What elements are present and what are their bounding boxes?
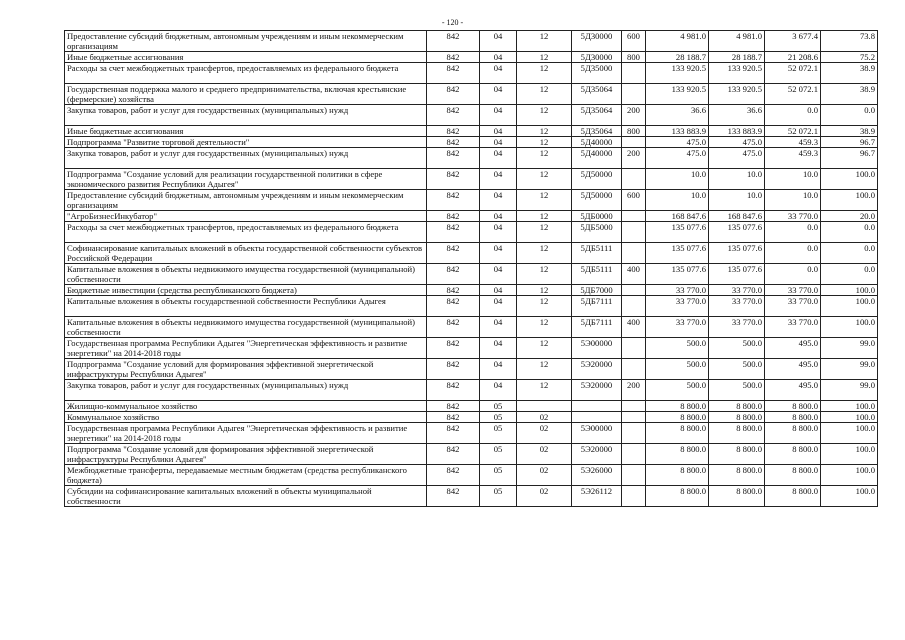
grbs-code-cell: 842 xyxy=(427,412,480,423)
expense-type-cell xyxy=(622,486,646,507)
execution-percent-cell: 20.0 xyxy=(821,211,878,222)
executed-amount-cell: 3 677.4 xyxy=(765,31,821,52)
subsection-code-cell: 12 xyxy=(517,359,572,380)
grbs-code-cell: 842 xyxy=(427,423,480,444)
expense-type-cell xyxy=(622,211,646,222)
executed-amount-cell: 52 072.1 xyxy=(765,84,821,105)
target-article-cell: 5Д30000 xyxy=(572,31,622,52)
execution-percent-cell: 0.0 xyxy=(821,105,878,126)
grbs-code-cell: 842 xyxy=(427,84,480,105)
plan-amount-cell: 10.0 xyxy=(646,190,709,211)
expense-type-cell: 400 xyxy=(622,317,646,338)
expense-type-cell: 600 xyxy=(622,31,646,52)
target-article-cell: 5ДБ5000 xyxy=(572,222,622,243)
expense-type-cell xyxy=(622,359,646,380)
grbs-code-cell: 842 xyxy=(427,126,480,137)
approved-amount-cell: 168 847.6 xyxy=(709,211,765,222)
row-name-cell: Капитальные вложения в объекты государственной собственности Республики Адыгея xyxy=(65,296,427,317)
executed-amount-cell: 8 800.0 xyxy=(765,412,821,423)
target-article-cell: 5Э00000 xyxy=(572,423,622,444)
table-row xyxy=(65,243,878,264)
approved-amount-cell: 500.0 xyxy=(709,338,765,359)
executed-amount-cell: 8 800.0 xyxy=(765,486,821,507)
expense-type-cell xyxy=(622,338,646,359)
row-name-cell: Капитальные вложения в объекты недвижимого имущества государственной (муниципальной) собственности xyxy=(65,317,427,338)
grbs-code-cell: 842 xyxy=(427,190,480,211)
subsection-code-cell: 12 xyxy=(517,63,572,84)
row-name-cell: Подпрограмма "Создание условий для реализации государственной политики в сфере экономического развития Республики Адыгея" xyxy=(65,169,427,190)
section-code-cell: 04 xyxy=(480,63,517,84)
subsection-code-cell: 12 xyxy=(517,222,572,243)
execution-percent-cell: 0.0 xyxy=(821,243,878,264)
subsection-code-cell: 12 xyxy=(517,211,572,222)
plan-amount-cell: 133 883.9 xyxy=(646,126,709,137)
plan-amount-cell: 8 800.0 xyxy=(646,401,709,412)
section-code-cell: 05 xyxy=(480,444,517,465)
subsection-code-cell: 12 xyxy=(517,148,572,169)
plan-amount-cell: 10.0 xyxy=(646,169,709,190)
executed-amount-cell: 0.0 xyxy=(765,243,821,264)
expense-type-cell xyxy=(622,137,646,148)
table-row xyxy=(65,63,878,84)
expense-type-cell: 800 xyxy=(622,126,646,137)
execution-percent-cell: 100.0 xyxy=(821,465,878,486)
approved-amount-cell: 10.0 xyxy=(709,190,765,211)
plan-amount-cell: 36.6 xyxy=(646,105,709,126)
expense-type-cell xyxy=(622,285,646,296)
target-article-cell: 5Э20000 xyxy=(572,359,622,380)
table-row xyxy=(65,412,878,423)
subsection-code-cell: 12 xyxy=(517,264,572,285)
executed-amount-cell: 495.0 xyxy=(765,380,821,401)
approved-amount-cell: 8 800.0 xyxy=(709,444,765,465)
approved-amount-cell: 133 920.5 xyxy=(709,63,765,84)
expense-type-cell xyxy=(622,401,646,412)
approved-amount-cell: 8 800.0 xyxy=(709,412,765,423)
table-row xyxy=(65,105,878,126)
section-code-cell: 04 xyxy=(480,338,517,359)
row-name-cell: Жилищно-коммунальное хозяйство xyxy=(65,401,427,412)
table-row xyxy=(65,401,878,412)
table-row xyxy=(65,84,878,105)
plan-amount-cell: 8 800.0 xyxy=(646,465,709,486)
plan-amount-cell: 133 920.5 xyxy=(646,84,709,105)
plan-amount-cell: 8 800.0 xyxy=(646,444,709,465)
grbs-code-cell: 842 xyxy=(427,148,480,169)
grbs-code-cell: 842 xyxy=(427,285,480,296)
plan-amount-cell: 8 800.0 xyxy=(646,423,709,444)
subsection-code-cell: 02 xyxy=(517,412,572,423)
subsection-code-cell: 12 xyxy=(517,169,572,190)
approved-amount-cell: 4 981.0 xyxy=(709,31,765,52)
table-row xyxy=(65,211,878,222)
subsection-code-cell: 12 xyxy=(517,296,572,317)
target-article-cell: 5Д50000 xyxy=(572,190,622,211)
grbs-code-cell: 842 xyxy=(427,465,480,486)
subsection-code-cell: 12 xyxy=(517,380,572,401)
subsection-code-cell: 12 xyxy=(517,243,572,264)
table-row xyxy=(65,444,878,465)
target-article-cell: 5ДБ5111 xyxy=(572,264,622,285)
row-name-cell: Иные бюджетные ассигнования xyxy=(65,52,427,63)
approved-amount-cell: 475.0 xyxy=(709,148,765,169)
target-article-cell: 5ДБ7111 xyxy=(572,317,622,338)
plan-amount-cell: 475.0 xyxy=(646,137,709,148)
grbs-code-cell: 842 xyxy=(427,105,480,126)
executed-amount-cell: 0.0 xyxy=(765,105,821,126)
target-article-cell: 5Э00000 xyxy=(572,338,622,359)
target-article-cell: 5Э20000 xyxy=(572,380,622,401)
table-row xyxy=(65,222,878,243)
executed-amount-cell: 459.3 xyxy=(765,148,821,169)
table-row xyxy=(65,486,878,507)
table-row xyxy=(65,31,878,52)
target-article-cell: 5ДБ5111 xyxy=(572,243,622,264)
table-row xyxy=(65,148,878,169)
executed-amount-cell: 33 770.0 xyxy=(765,317,821,338)
approved-amount-cell: 135 077.6 xyxy=(709,243,765,264)
table-row xyxy=(65,380,878,401)
approved-amount-cell: 8 800.0 xyxy=(709,486,765,507)
section-code-cell: 04 xyxy=(480,190,517,211)
approved-amount-cell: 36.6 xyxy=(709,105,765,126)
grbs-code-cell: 842 xyxy=(427,444,480,465)
section-code-cell: 04 xyxy=(480,105,517,126)
grbs-code-cell: 842 xyxy=(427,52,480,63)
subsection-code-cell: 12 xyxy=(517,137,572,148)
subsection-code-cell: 12 xyxy=(517,338,572,359)
expense-type-cell xyxy=(622,243,646,264)
target-article-cell: 5ДБ0000 xyxy=(572,211,622,222)
section-code-cell: 04 xyxy=(480,31,517,52)
plan-amount-cell: 135 077.6 xyxy=(646,264,709,285)
section-code-cell: 04 xyxy=(480,169,517,190)
row-name-cell: Подпрограмма "Создание условий для формирования эффективной энергетической инфраструктуры Республики Адыгея" xyxy=(65,359,427,380)
executed-amount-cell: 0.0 xyxy=(765,222,821,243)
section-code-cell: 04 xyxy=(480,380,517,401)
target-article-cell: 5Д40000 xyxy=(572,148,622,169)
expense-type-cell: 200 xyxy=(622,105,646,126)
grbs-code-cell: 842 xyxy=(427,317,480,338)
section-code-cell: 05 xyxy=(480,401,517,412)
section-code-cell: 04 xyxy=(480,222,517,243)
execution-percent-cell: 100.0 xyxy=(821,317,878,338)
subsection-code-cell: 12 xyxy=(517,52,572,63)
executed-amount-cell: 8 800.0 xyxy=(765,401,821,412)
approved-amount-cell: 475.0 xyxy=(709,137,765,148)
execution-percent-cell: 99.0 xyxy=(821,380,878,401)
expense-type-cell: 200 xyxy=(622,148,646,169)
expense-type-cell: 200 xyxy=(622,380,646,401)
plan-amount-cell: 33 770.0 xyxy=(646,317,709,338)
grbs-code-cell: 842 xyxy=(427,169,480,190)
row-name-cell: Предоставление субсидий бюджетным, автономным учреждениям и иным некоммерческим организациям xyxy=(65,190,427,211)
section-code-cell: 05 xyxy=(480,465,517,486)
expense-type-cell xyxy=(622,423,646,444)
approved-amount-cell: 28 188.7 xyxy=(709,52,765,63)
plan-amount-cell: 168 847.6 xyxy=(646,211,709,222)
executed-amount-cell: 10.0 xyxy=(765,169,821,190)
table-row xyxy=(65,317,878,338)
executed-amount-cell: 0.0 xyxy=(765,264,821,285)
approved-amount-cell: 133 883.9 xyxy=(709,126,765,137)
table-row xyxy=(65,359,878,380)
row-name-cell: Межбюджетные трансферты, передаваемые местным бюджетам (средства республиканского бюджета) xyxy=(65,465,427,486)
approved-amount-cell: 33 770.0 xyxy=(709,296,765,317)
table-row xyxy=(65,285,878,296)
execution-percent-cell: 99.0 xyxy=(821,359,878,380)
execution-percent-cell: 73.8 xyxy=(821,31,878,52)
execution-percent-cell: 38.9 xyxy=(821,126,878,137)
grbs-code-cell: 842 xyxy=(427,401,480,412)
approved-amount-cell: 500.0 xyxy=(709,380,765,401)
plan-amount-cell: 135 077.6 xyxy=(646,243,709,264)
approved-amount-cell: 8 800.0 xyxy=(709,401,765,412)
table-row xyxy=(65,190,878,211)
approved-amount-cell: 500.0 xyxy=(709,359,765,380)
section-code-cell: 05 xyxy=(480,423,517,444)
target-article-cell: 5Д50000 xyxy=(572,169,622,190)
row-name-cell: Государственная программа Республики Адыгея "Энергетическая эффективность и развитие энергетики" на 2014-2018 годы xyxy=(65,423,427,444)
section-code-cell: 04 xyxy=(480,211,517,222)
executed-amount-cell: 8 800.0 xyxy=(765,465,821,486)
executed-amount-cell: 33 770.0 xyxy=(765,211,821,222)
subsection-code-cell: 02 xyxy=(517,486,572,507)
table-row xyxy=(65,264,878,285)
target-article-cell: 5Д30000 xyxy=(572,52,622,63)
section-code-cell: 04 xyxy=(480,148,517,169)
table-row xyxy=(65,423,878,444)
section-code-cell: 04 xyxy=(480,126,517,137)
executed-amount-cell: 10.0 xyxy=(765,190,821,211)
execution-percent-cell: 75.2 xyxy=(821,52,878,63)
executed-amount-cell: 495.0 xyxy=(765,359,821,380)
plan-amount-cell: 33 770.0 xyxy=(646,296,709,317)
section-code-cell: 04 xyxy=(480,243,517,264)
section-code-cell: 04 xyxy=(480,137,517,148)
subsection-code-cell: 12 xyxy=(517,105,572,126)
grbs-code-cell: 842 xyxy=(427,264,480,285)
row-name-cell: Закупка товаров, работ и услуг для государственных (муниципальных) нужд xyxy=(65,148,427,169)
table-row xyxy=(65,296,878,317)
table-row xyxy=(65,137,878,148)
approved-amount-cell: 135 077.6 xyxy=(709,222,765,243)
row-name-cell: Подпрограмма "Создание условий для формирования эффективной энергетической инфраструктуры Республики Адыгея" xyxy=(65,444,427,465)
section-code-cell: 04 xyxy=(480,52,517,63)
subsection-code-cell: 02 xyxy=(517,465,572,486)
executed-amount-cell: 52 072.1 xyxy=(765,63,821,84)
target-article-cell: 5Э20000 xyxy=(572,444,622,465)
table-row xyxy=(65,338,878,359)
plan-amount-cell: 8 800.0 xyxy=(646,412,709,423)
executed-amount-cell: 459.3 xyxy=(765,137,821,148)
subsection-code-cell xyxy=(517,401,572,412)
row-name-cell: Государственная программа Республики Адыгея "Энергетическая эффективность и развитие энергетики" на 2014-2018 годы xyxy=(65,338,427,359)
approved-amount-cell: 33 770.0 xyxy=(709,285,765,296)
expense-type-cell: 600 xyxy=(622,190,646,211)
execution-percent-cell: 100.0 xyxy=(821,401,878,412)
target-article-cell: 5ДБ7111 xyxy=(572,296,622,317)
row-name-cell: Закупка товаров, работ и услуг для государственных (муниципальных) нужд xyxy=(65,380,427,401)
grbs-code-cell: 842 xyxy=(427,380,480,401)
row-name-cell: Иные бюджетные ассигнования xyxy=(65,126,427,137)
execution-percent-cell: 100.0 xyxy=(821,190,878,211)
row-name-cell: Подпрограмма "Развитие торговой деятельности" xyxy=(65,137,427,148)
section-code-cell: 05 xyxy=(480,412,517,423)
grbs-code-cell: 842 xyxy=(427,486,480,507)
grbs-code-cell: 842 xyxy=(427,222,480,243)
target-article-cell xyxy=(572,412,622,423)
row-name-cell: Коммунальное хозяйство xyxy=(65,412,427,423)
row-name-cell: Бюджетные инвестиции (средства республиканского бюджета) xyxy=(65,285,427,296)
subsection-code-cell: 12 xyxy=(517,285,572,296)
grbs-code-cell: 842 xyxy=(427,63,480,84)
grbs-code-cell: 842 xyxy=(427,338,480,359)
approved-amount-cell: 133 920.5 xyxy=(709,84,765,105)
expense-type-cell xyxy=(622,412,646,423)
section-code-cell: 04 xyxy=(480,264,517,285)
execution-percent-cell: 96.7 xyxy=(821,137,878,148)
target-article-cell xyxy=(572,401,622,412)
approved-amount-cell: 135 077.6 xyxy=(709,264,765,285)
row-name-cell: Закупка товаров, работ и услуг для государственных (муниципальных) нужд xyxy=(65,105,427,126)
subsection-code-cell: 02 xyxy=(517,444,572,465)
grbs-code-cell: 842 xyxy=(427,137,480,148)
subsection-code-cell: 12 xyxy=(517,84,572,105)
executed-amount-cell: 8 800.0 xyxy=(765,444,821,465)
execution-percent-cell: 38.9 xyxy=(821,84,878,105)
grbs-code-cell: 842 xyxy=(427,31,480,52)
executed-amount-cell: 21 208.6 xyxy=(765,52,821,63)
target-article-cell: 5Д35064 xyxy=(572,105,622,126)
execution-percent-cell: 38.9 xyxy=(821,63,878,84)
execution-percent-cell: 100.0 xyxy=(821,285,878,296)
expense-type-cell xyxy=(622,444,646,465)
plan-amount-cell: 500.0 xyxy=(646,359,709,380)
expense-type-cell xyxy=(622,169,646,190)
execution-percent-cell: 99.0 xyxy=(821,338,878,359)
table-row xyxy=(65,52,878,63)
grbs-code-cell: 842 xyxy=(427,359,480,380)
executed-amount-cell: 52 072.1 xyxy=(765,126,821,137)
target-article-cell: 5Д40000 xyxy=(572,137,622,148)
row-name-cell: Расходы за счет межбюджетных трансфертов, предоставляемых из федерального бюджета xyxy=(65,63,427,84)
execution-percent-cell: 100.0 xyxy=(821,296,878,317)
plan-amount-cell: 500.0 xyxy=(646,380,709,401)
plan-amount-cell: 135 077.6 xyxy=(646,222,709,243)
execution-percent-cell: 0.0 xyxy=(821,264,878,285)
target-article-cell: 5ДБ7000 xyxy=(572,285,622,296)
executed-amount-cell: 33 770.0 xyxy=(765,285,821,296)
subsection-code-cell: 12 xyxy=(517,190,572,211)
plan-amount-cell: 8 800.0 xyxy=(646,486,709,507)
row-name-cell: Государственная поддержка малого и среднего предпринимательства, включая крестьянские (фермерские) хозяйства xyxy=(65,84,427,105)
grbs-code-cell: 842 xyxy=(427,296,480,317)
target-article-cell: 5Д35000 xyxy=(572,63,622,84)
table-row xyxy=(65,126,878,137)
execution-percent-cell: 100.0 xyxy=(821,444,878,465)
execution-percent-cell: 96.7 xyxy=(821,148,878,169)
execution-percent-cell: 100.0 xyxy=(821,423,878,444)
approved-amount-cell: 33 770.0 xyxy=(709,317,765,338)
executed-amount-cell: 33 770.0 xyxy=(765,296,821,317)
target-article-cell: 5Д35064 xyxy=(572,84,622,105)
table-row xyxy=(65,465,878,486)
plan-amount-cell: 475.0 xyxy=(646,148,709,169)
expense-type-cell xyxy=(622,296,646,317)
row-name-cell: Предоставление субсидий бюджетным, автономным учреждениям и иным некоммерческим организациям xyxy=(65,31,427,52)
executed-amount-cell: 8 800.0 xyxy=(765,423,821,444)
section-code-cell: 04 xyxy=(480,296,517,317)
expense-type-cell: 400 xyxy=(622,264,646,285)
section-code-cell: 04 xyxy=(480,285,517,296)
expense-type-cell: 800 xyxy=(622,52,646,63)
subsection-code-cell: 12 xyxy=(517,317,572,338)
approved-amount-cell: 8 800.0 xyxy=(709,423,765,444)
target-article-cell: 5Д35064 xyxy=(572,126,622,137)
grbs-code-cell: 842 xyxy=(427,211,480,222)
expense-type-cell xyxy=(622,465,646,486)
target-article-cell: 5Э26112 xyxy=(572,486,622,507)
execution-percent-cell: 0.0 xyxy=(821,222,878,243)
plan-amount-cell: 4 981.0 xyxy=(646,31,709,52)
executed-amount-cell: 495.0 xyxy=(765,338,821,359)
row-name-cell: Субсидии на софинансирование капитальных вложений в объекты муниципальной собственности xyxy=(65,486,427,507)
subsection-code-cell: 02 xyxy=(517,423,572,444)
table-row xyxy=(65,169,878,190)
budget-table xyxy=(64,30,878,507)
execution-percent-cell: 100.0 xyxy=(821,412,878,423)
target-article-cell: 5Э26000 xyxy=(572,465,622,486)
execution-percent-cell: 100.0 xyxy=(821,169,878,190)
execution-percent-cell: 100.0 xyxy=(821,486,878,507)
plan-amount-cell: 500.0 xyxy=(646,338,709,359)
expense-type-cell xyxy=(622,84,646,105)
section-code-cell: 05 xyxy=(480,486,517,507)
plan-amount-cell: 28 188.7 xyxy=(646,52,709,63)
expense-type-cell xyxy=(622,63,646,84)
grbs-code-cell: 842 xyxy=(427,243,480,264)
row-name-cell: Софинансирование капитальных вложений в объекты государственной собственности субъектов Российской Федерации xyxy=(65,243,427,264)
subsection-code-cell: 12 xyxy=(517,126,572,137)
section-code-cell: 04 xyxy=(480,84,517,105)
section-code-cell: 04 xyxy=(480,317,517,338)
row-name-cell: "АгроБизнесИнкубатор" xyxy=(65,211,427,222)
page-number: - 120 - xyxy=(441,18,464,27)
subsection-code-cell: 12 xyxy=(517,31,572,52)
plan-amount-cell: 133 920.5 xyxy=(646,63,709,84)
section-code-cell: 04 xyxy=(480,359,517,380)
plan-amount-cell: 33 770.0 xyxy=(646,285,709,296)
row-name-cell: Капитальные вложения в объекты недвижимого имущества государственной (муниципальной) собственности xyxy=(65,264,427,285)
approved-amount-cell: 8 800.0 xyxy=(709,465,765,486)
expense-type-cell xyxy=(622,222,646,243)
approved-amount-cell: 10.0 xyxy=(709,169,765,190)
row-name-cell: Расходы за счет межбюджетных трансфертов, предоставляемых из федерального бюджета xyxy=(65,222,427,243)
budget-table-body xyxy=(65,31,878,507)
